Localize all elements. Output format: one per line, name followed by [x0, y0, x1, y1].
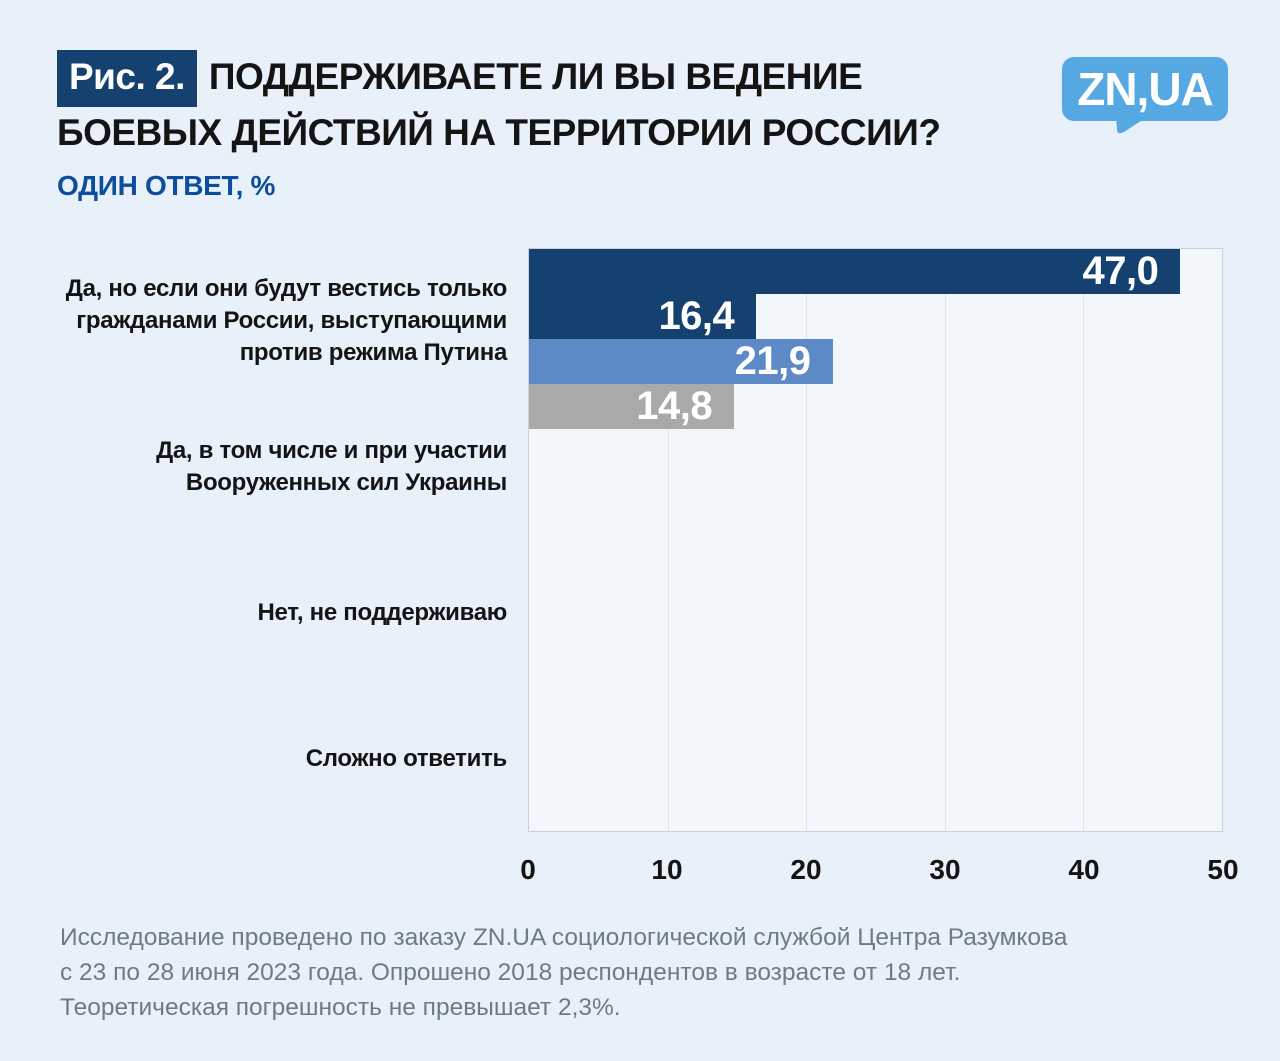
source-note-line: с 23 по 28 июня 2023 года. Опрошено 2018 респондентов в возрасте от 18 лет.: [60, 959, 961, 986]
speech-bubble-tail-icon: [1114, 119, 1148, 135]
plot-area: [528, 248, 1223, 832]
x-tick-label: 40: [1068, 854, 1100, 885]
source-note-line: Теоретическая погрешность не превышает 2,3%.: [60, 994, 621, 1021]
gridline: [1222, 249, 1223, 831]
header: [57, 50, 1047, 159]
bar: [529, 249, 1180, 294]
bar-value-label: 21,9: [734, 339, 811, 383]
x-axis: [520, 854, 1239, 890]
znua-logo-text: ZN,UA: [1077, 63, 1213, 115]
category-label: Да, в том числе и при участии Вооруженных сил Украины: [156, 437, 507, 496]
x-tick-label: 0: [520, 854, 536, 885]
bar: [529, 339, 833, 384]
bar-row: [529, 339, 1222, 384]
bar: [529, 384, 734, 429]
bar-row: [529, 294, 1222, 339]
source-note: [60, 920, 1160, 1025]
source-note-line: Исследование проведено по заказу ZN.UA социологической службой Центра Разумкова: [60, 924, 1068, 951]
bar: [529, 294, 756, 339]
category-label: Да, но если они будут вестись только гражданами России, выступающими против режима Путина: [65, 275, 507, 366]
bar-value-label: 47,0: [1082, 249, 1159, 293]
x-tick-label: 20: [790, 854, 822, 885]
page-title: [57, 50, 1047, 159]
x-tick-label: 30: [929, 854, 961, 885]
category-labels: [57, 248, 528, 832]
bar-row: [529, 384, 1222, 429]
znua-logo: [1062, 57, 1228, 121]
title-line-1: ПОДДЕРЖИВАЕТЕ ЛИ ВЫ ВЕДЕНИЕ: [208, 56, 863, 97]
bar-value-label: 14,8: [636, 384, 713, 428]
bar-row: [529, 249, 1222, 294]
category-label: Нет, не поддерживаю: [257, 599, 507, 626]
figure-label: Рис. 2.: [57, 50, 197, 107]
plot-wrap: [520, 248, 1239, 890]
bar-chart: [57, 248, 1239, 890]
x-tick-label: 10: [651, 854, 683, 885]
chart-subtitle: ОДИН ОТВЕТ, %: [57, 170, 276, 201]
bar-value-label: 16,4: [658, 294, 735, 338]
title-line-2: БОЕВЫХ ДЕЙСТВИЙ НА ТЕРРИТОРИИ РОССИИ?: [57, 112, 941, 153]
bars: [529, 249, 1222, 429]
category-label: Сложно ответить: [305, 745, 507, 772]
x-tick-label: 50: [1207, 854, 1239, 885]
